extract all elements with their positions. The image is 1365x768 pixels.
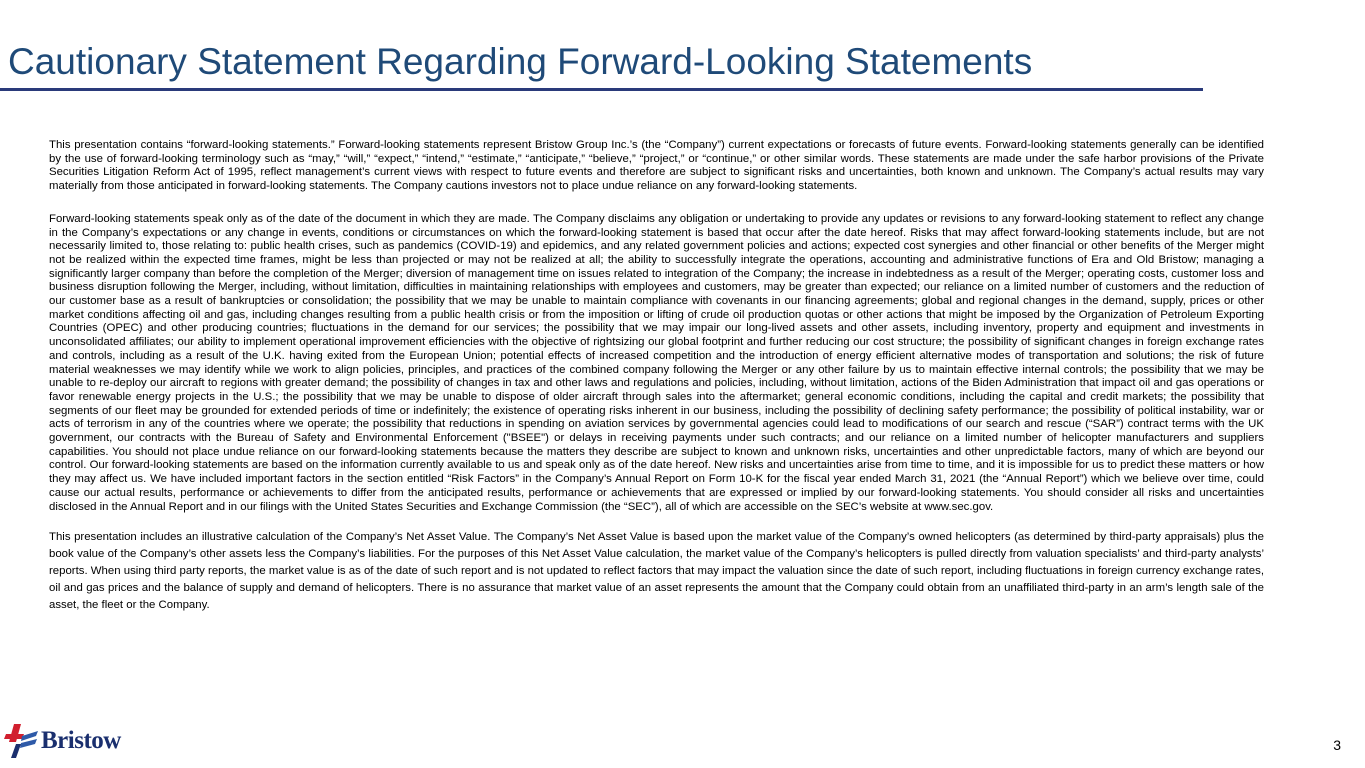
page-title: Cautionary Statement Regarding Forward-Looking Statements — [8, 41, 1033, 82]
forward-looking-intro-paragraph: This presentation contains “forward-looking statements.” Forward-looking statements represent Bristow Group Inc.’s (the “Company”) current expectations or forecasts of future events. Forward-looking statements generally can be identified by the use of forward-looking terminology such as “may,” “will,” “expect,” “intend,” “estimate,” “anticipate,” “believe,” “project,” or “continue,” or other similar words. These statements are made under the safe harbor provisions of the Private Securities Litigation Reform Act of 1995, reflect management’s current views with respect to future events and therefore are subject to significant risks and uncertainties, both known and unknown. The Company’s actual results may vary materially from those anticipated in forward-looking statements. The Company cautions investors not to place undue reliance on any forward-looking statements. — [49, 139, 1264, 193]
net-asset-value-paragraph: This presentation includes an illustrative calculation of the Company’s Net Asset Value. The Company’s Net Asset Value is based upon the market value of the Company’s owned helicopters (as determined by third-party appraisals) plus the book value of the Company’s other assets less the Company’s liabilities. For the purposes of this Net Asset Value calculation, the market value of the Company’s helicopters is pulled directly from valuation specialists’ and third-party analysts’ reports. When using third party reports, the market value is as of the date of such report and is not updated to reflect factors that may impact the valuation since the date of such report, including fluctuations in foreign currency exchange rates, oil and gas prices and the balance of supply and demand of helicopters. There is no assurance that market value of an asset represents the amount that the Company could obtain from an unaffiliated third-party in an arm’s length sale of the asset, the fleet or the Company. — [49, 531, 1264, 611]
risk-factors-paragraph: Forward-looking statements speak only as of the date of the document in which they are made. The Company disclaims any obligation or undertaking to provide any updates or revisions to any forward-looking statement to reflect any change in the Company’s expectations or any change in events, conditions or circumstances on which the forward-looking statement is based that occur after the date hereof. Risks that may affect forward-looking statements include, but are not necessarily limited to, those relating to: public health crises, such as pandemics (COVID-19) and epidemics, and any related government policies and actions; expected cost synergies and other financial or other benefits of the Merger might not be realized within the expected time frames, might be less than projected or may not be realized at all; the ability to successfully integrate the operations, accounting and administrative functions of Era and Old Bristow; managing a significantly larger company than before the completion of the Merger; diversion of management time on issues related to integration of the Company; the increase in indebtedness as a result of the Merger; operating costs, customer loss and business disruption following the Merger, including, without limitation, difficulties in maintaining relationships with employees and customers, may be greater than expected; our reliance on a limited number of customers and the reduction of our customer base as a result of bankruptcies or consolidation; the possibility that we may be unable to maintain compliance with covenants in our financing agreements; global and regional changes in the demand, supply, prices or other market conditions affecting oil and gas, including changes resulting from a public health crisis or from the imposition or lifting of crude oil production quotas or other actions that might be imposed by the Organization of Petroleum Exporting Countries (OPEC) and other producing countries; fluctuations in the demand for our services; the possibility that we may impair our long-lived assets and other assets, including inventory, property and equipment and investments in unconsolidated affiliates; our ability to implement operational improvement efficiencies with the objective of rightsizing our global footprint and further reducing our cost structure; the possibility of significant changes in foreign exchange rates and controls, including as a result of the U.K. having exited from the European Union; potential effects of increased competition and the introduction of energy efficient alternative modes of transportation and solutions; the risk of future material weaknesses we may identify while we work to align policies, principles, and practices of the combined company following the Merger or any other failure by us to maintain effective internal controls; the possibility that we may be unable to re-deploy our aircraft to regions with greater demand; the possibility of changes in tax and other laws and regulations and policies, including, without limitation, actions of the Biden Administration that impact oil and gas operations or favor renewable energy projects in the U.S.; the possibility that we may be unable to dispose of older aircraft through sales into the aftermarket; general economic conditions, including the capital and credit markets; the possibility that segments of our fleet may be grounded for extended periods of time or indefinitely; the existence of operating risks inherent in our business, including the possibility of declining safety performance; the possibility of political instability, war or acts of terrorism in any of the countries where we operate; the possibility that reductions in spending on aviation services by governmental agencies could lead to modifications of our search and rescue (“SAR”) contract terms with the UK government, our contracts with the Bureau of Safety and Environmental Enforcement ("BSEE") or delays in receiving payments under such contracts; and our reliance on a limited number of helicopter manufacturers and suppliers capabilities. You should not place undue reliance on our forward-looking statements because the matters they describe are subject to known and unknown risks, uncertainties and other unpredictable factors, many of which are beyond our control. Our forward-looking statements are based on the information currently available to us and speak only as of the date hereof. New risks and uncertainties arise from time to time, and it is impossible for us to predict these matters or how they may affect us. We have included important factors in the section entitled “Risk Factors” in the Company’s Annual Report on Form 10-K for the fiscal year ended March 31, 2021 (the “Annual Report”) which we believe over time, could cause our actual results, performance or achievements to differ from the anticipated results, performance or achievements that are expressed or implied by our forward-looking statements. You should consider all risks and uncertainties disclosed in the Annual Report and in our filings with the United States Securities and Exchange Commission (the “SEC”), all of which are accessible on the SEC’s website at www.sec.gov. — [49, 212, 1264, 513]
company-logo — [4, 722, 121, 760]
logo-wordmark: Bristow — [41, 727, 121, 754]
title-underline-divider — [0, 88, 1203, 91]
disclaimer-body — [49, 139, 1264, 614]
bristow-flag-logo-icon — [4, 722, 40, 760]
page-number: 3 — [1333, 737, 1341, 753]
